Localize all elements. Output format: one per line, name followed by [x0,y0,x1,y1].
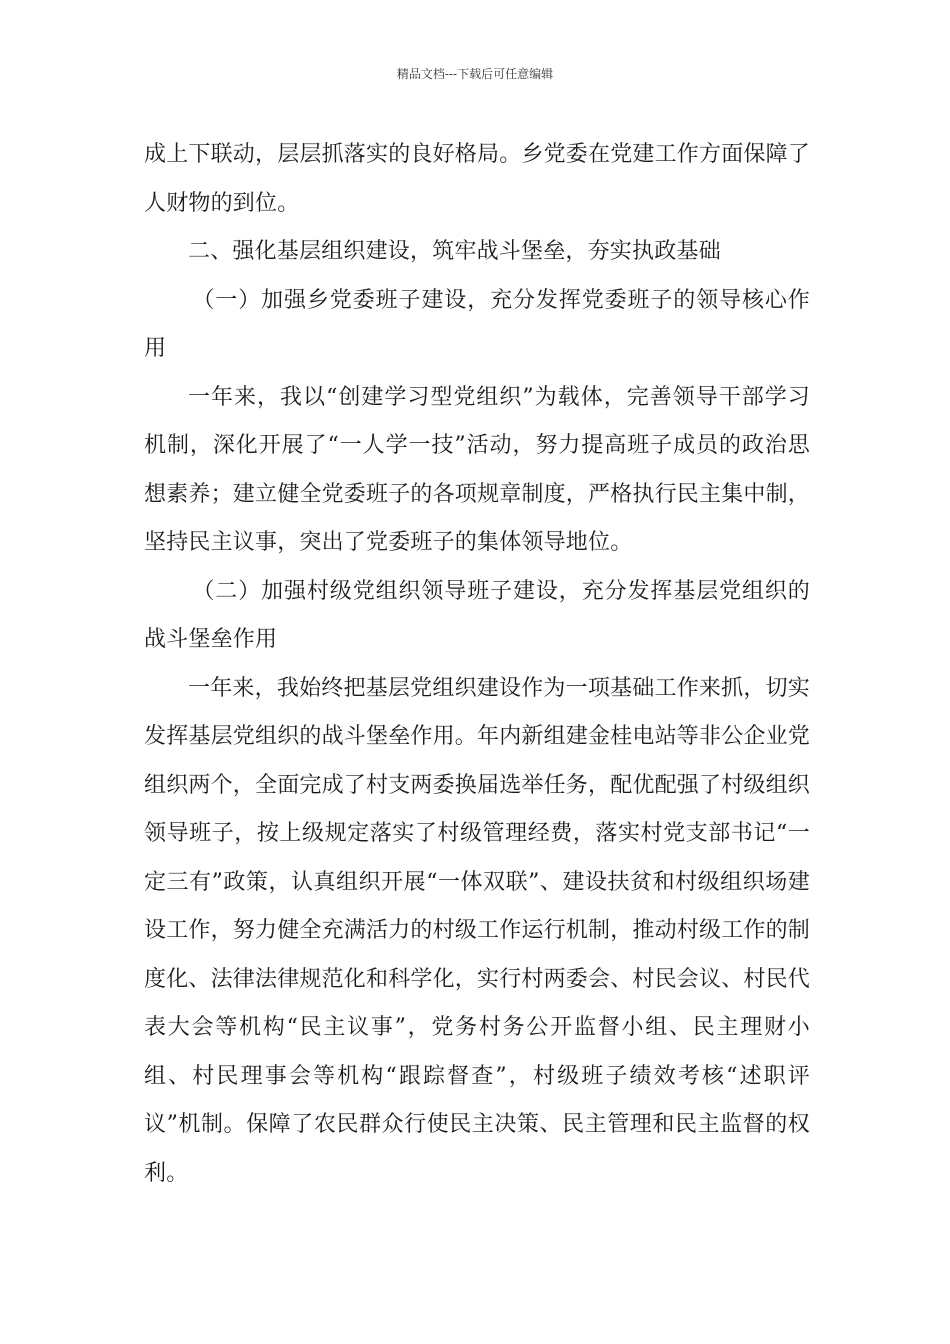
paragraph-grassroots-organization: 一年来，我始终把基层党组织建设作为一项基础工作来抓，切实发挥基层党组织的战斗堡垒作用。年内新组建金桂电站等非公企业党组织两个，全面完成了村支两委换届选举任务，配优配强了村级组织领导班子，按上级规定落实了村级管理经费，落实村党支部书记“一定三有”政策，认真组织开展“一体双联”、建设扶贫和村级组织场建设工作，努力健全充满活力的村级工作运行机制，推动村级工作的制度化、法律法律规范化和科学化，实行村两委会、村民会议、村民代表大会等机构“民主议事”，党务村务公开监督小组、民主理财小组、村民理事会等机构“跟踪督查”，村级班子绩效考核“述职评议”机制。保障了农民群众行使民主决策、民主管理和民主监督的权利。 [144,675,811,1186]
document-body [144,131,810,1198]
page-header: 精品文档---下载后可任意编辑 [396,67,554,81]
subsection-heading-2: （二）加强村级党组织领导班子建设，充分发挥基层党组织的战斗堡垒作用 [144,578,810,652]
section-heading-2: 二、强化基层组织建设，筑牢战斗堡垒，夯实执政基础 [188,239,721,264]
subsection-heading-1: （一）加强乡党委班子建设，充分发挥党委班子的领导核心作用 [144,287,810,361]
paragraph-study-mechanism: 一年来，我以“创建学习型党组织”为载体，完善领导干部学习机制，深化开展了“一人学一技”活动，努力提高班子成员的政治思想素养；建立健全党委班子的各项规章制度，严格执行民主集中制，坚持民主议事，突出了党委班子的集体领导地位。 [144,384,811,555]
paragraph-continuation: 成上下联动，层层抓落实的良好格局。乡党委在党建工作方面保障了人财物的到位。 [144,142,811,216]
